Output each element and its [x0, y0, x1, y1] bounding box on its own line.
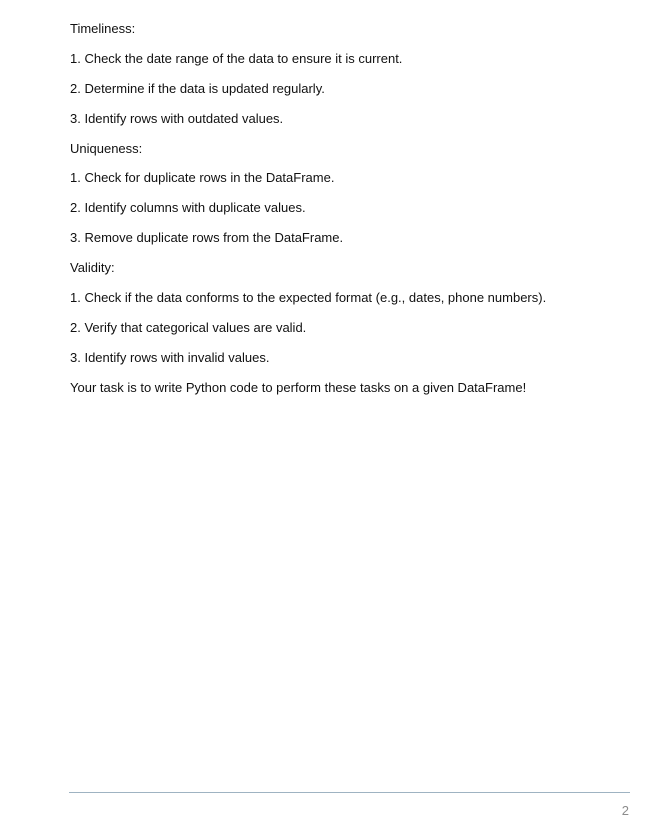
footer-divider: [69, 792, 630, 793]
section-heading-uniqueness: Uniqueness:: [70, 140, 143, 156]
list-item: 1. Check the date range of the data to ensure it is current.: [70, 50, 403, 66]
page-number: 2: [621, 803, 629, 818]
section-heading-timeliness: Timeliness:: [70, 21, 136, 36]
document-body: [70, 20, 630, 409]
list-item: 1. Check if the data conforms to the expected format (e.g., dates, phone numbers).: [70, 290, 547, 306]
list-item: 3. Identify rows with invalid values.: [70, 349, 270, 365]
list-item: 2. Verify that categorical values are valid.: [70, 319, 307, 335]
list-item: 3. Remove duplicate rows from the DataFrame.: [70, 230, 344, 246]
list-item: 3. Identify rows with outdated values.: [70, 110, 284, 126]
list-item: 1. Check for duplicate rows in the DataFrame.: [70, 170, 335, 186]
section-heading-validity: Validity:: [70, 260, 115, 276]
task-instruction: Your task is to write Python code to perform these tasks on a given DataFrame!: [70, 379, 527, 395]
list-item: 2. Identify columns with duplicate values.: [70, 200, 306, 216]
list-item: 2. Determine if the data is updated regularly.: [70, 80, 325, 96]
